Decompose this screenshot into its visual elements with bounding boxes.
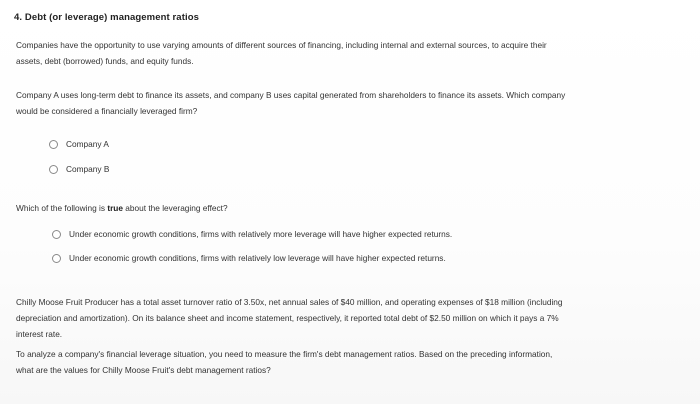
task-line-2: what are the values for Chilly Moose Fruit's debt management ratios? [16,365,271,375]
option-company-a-label: Company A [66,139,109,149]
question-2-prefix: Which of the following is [16,203,108,213]
question-2-emphasis: true [107,203,123,213]
section-title: 4. Debt (or leverage) management ratios [14,12,199,23]
question-1-text [16,87,676,119]
question-2-text [16,200,676,216]
intro-paragraph [16,37,676,69]
case-line-2: depreciation and amortization). On its balance sheet and income statement, respectively, it reported total debt of $2.50 million on which it pays a 7% [16,313,559,323]
option-company-a[interactable] [49,139,109,149]
question-1-line-1: Company A uses long-term debt to finance its assets, and company B uses capital generated from shareholders to finance its assets. Which company [16,90,566,100]
radio-button-company-b[interactable] [49,165,58,174]
case-line-3: interest rate. [16,329,63,339]
option-more-leverage[interactable] [52,229,452,239]
question-2-line [16,200,676,216]
option-more-leverage-label: Under economic growth conditions, firms with relatively more leverage will have higher expected returns. [69,229,453,239]
case-line-1: Chilly Moose Fruit Producer has a total asset turnover ratio of 3.50x, net annual sales of $40 million, and operating expenses of $18 million (including [16,297,563,307]
case-paragraph [16,294,676,342]
option-low-leverage[interactable] [52,253,446,263]
option-company-b[interactable] [49,164,109,174]
option-company-b-label: Company B [66,164,110,174]
task-line-1: To analyze a company's financial leverage situation, you need to measure the firm's debt management ratios. Based on the preceding information, [16,349,553,359]
option-low-leverage-label: Under economic growth conditions, firms with relatively low leverage will have higher expected returns. [69,253,446,263]
intro-line-1: Companies have the opportunity to use varying amounts of different sources of financing, including internal and external sources, to acquire their [16,40,547,50]
question-2-suffix: about the leveraging effect? [123,203,228,213]
radio-button-low-leverage[interactable] [52,254,61,263]
radio-button-company-a[interactable] [49,140,58,149]
radio-button-more-leverage[interactable] [52,230,61,239]
task-paragraph [16,346,676,378]
question-1-line-2: would be considered a financially leveraged firm? [16,106,198,116]
intro-line-2: assets, debt (borrowed) funds, and equity funds. [16,56,194,66]
